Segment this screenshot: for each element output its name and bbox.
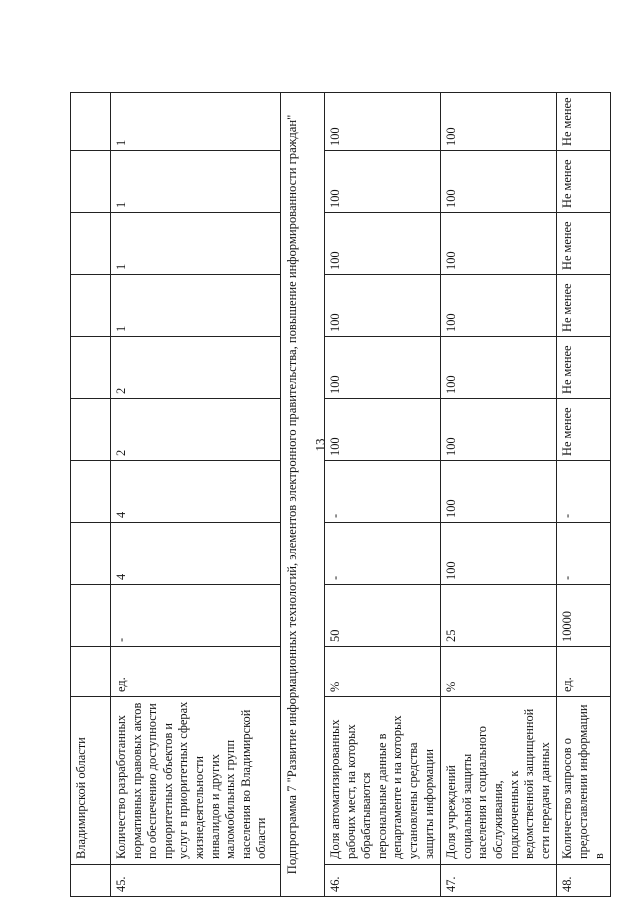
value-cell: 4 bbox=[111, 523, 281, 585]
value-cell: 100 bbox=[325, 93, 441, 151]
value-cell: 100 bbox=[441, 275, 557, 337]
value-cell: 100 bbox=[325, 275, 441, 337]
value-cell: 100 bbox=[325, 337, 441, 399]
value-cell: 4 bbox=[111, 461, 281, 523]
page-number-text: 13 bbox=[312, 438, 327, 452]
value-cell: - bbox=[111, 585, 281, 647]
table-cell-empty bbox=[71, 93, 111, 151]
table-row bbox=[441, 93, 557, 897]
value-cell: 50 bbox=[325, 585, 441, 647]
table-cell-empty bbox=[71, 585, 111, 647]
unit-cell: % bbox=[441, 647, 557, 697]
indicator-name: Количество запросов о предоставлении информации в bbox=[557, 697, 611, 865]
value-cell: Не менее bbox=[557, 399, 611, 461]
indicator-name: Количество разработанных нормативных правовых актов по обеспечению доступности приоритетных объектов и услуг в приоритетных сферах жизнедеятельности инвалидов и других маломобильных групп населения во Владимирской области bbox=[111, 697, 281, 865]
value-cell: - bbox=[325, 461, 441, 523]
table-row bbox=[325, 93, 441, 897]
indicators-table-rotated bbox=[70, 93, 606, 897]
unit-cell: % bbox=[325, 647, 441, 697]
value-cell: 1 bbox=[111, 275, 281, 337]
table-cell-empty bbox=[71, 523, 111, 585]
value-cell: 100 bbox=[441, 93, 557, 151]
value-cell: 100 bbox=[325, 213, 441, 275]
indicator-name: Доля учреждений социальной защиты населения и социального обслуживания, подключенных к ведомственной защищенной сети передачи данных bbox=[441, 697, 557, 865]
value-cell: 100 bbox=[441, 399, 557, 461]
indicators-table bbox=[70, 92, 611, 897]
table-cell-empty bbox=[71, 151, 111, 213]
table-row bbox=[557, 93, 611, 897]
value-cell: Не менее bbox=[557, 151, 611, 213]
table-top-section bbox=[71, 93, 111, 897]
value-cell: 1 bbox=[111, 151, 281, 213]
value-cell: 10000 bbox=[557, 585, 611, 647]
table-cell-empty bbox=[71, 461, 111, 523]
value-cell: 100 bbox=[325, 399, 441, 461]
value-cell: - bbox=[325, 523, 441, 585]
region-label: Владимирской области bbox=[71, 697, 111, 865]
row-number: 47. bbox=[441, 865, 557, 897]
value-cell: 1 bbox=[111, 93, 281, 151]
table-section-a bbox=[111, 93, 281, 897]
value-cell: 2 bbox=[111, 337, 281, 399]
value-cell: Не менее bbox=[557, 337, 611, 399]
value-cell: 2 bbox=[111, 399, 281, 461]
value-cell: Не менее bbox=[557, 275, 611, 337]
value-cell: Не менее bbox=[557, 213, 611, 275]
unit-cell: ед. bbox=[557, 647, 611, 697]
unit-cell: ед. bbox=[111, 647, 281, 697]
table-row-subprogram bbox=[281, 93, 325, 897]
value-cell: 1 bbox=[111, 213, 281, 275]
value-cell: Не менее bbox=[557, 93, 611, 151]
value-cell: 100 bbox=[441, 337, 557, 399]
value-cell: 100 bbox=[325, 151, 441, 213]
table-cell-empty bbox=[71, 647, 111, 697]
table-cell-empty bbox=[71, 213, 111, 275]
table-cell-empty bbox=[71, 275, 111, 337]
value-cell: - bbox=[557, 461, 611, 523]
row-number: 48. bbox=[557, 865, 611, 897]
value-cell: 100 bbox=[441, 213, 557, 275]
table-row-region bbox=[71, 93, 111, 897]
row-number: 45. bbox=[111, 865, 281, 897]
table-subprogram-section bbox=[281, 93, 325, 897]
row-number: 46. bbox=[325, 865, 441, 897]
value-cell: 25 bbox=[441, 585, 557, 647]
value-cell: 100 bbox=[441, 151, 557, 213]
indicators-table-viewport bbox=[70, 93, 606, 897]
subprogram-title: Подпрограмма 7 "Развитие информационных технологий, элементов электронного правительства, повышение информированности граждан" bbox=[281, 93, 325, 897]
table-cell-empty bbox=[71, 865, 111, 897]
indicator-name: Доля автоматизированных рабочих мест, на которых обрабатываются персональные данные в департаменте и на которых установлены средства защиты информации bbox=[325, 697, 441, 865]
table-row bbox=[111, 93, 281, 897]
value-cell: 100 bbox=[441, 461, 557, 523]
table-cell-empty bbox=[71, 337, 111, 399]
value-cell: 100 bbox=[441, 523, 557, 585]
table-section-b bbox=[325, 93, 611, 897]
table-cell-empty bbox=[71, 399, 111, 461]
value-cell: - bbox=[557, 523, 611, 585]
